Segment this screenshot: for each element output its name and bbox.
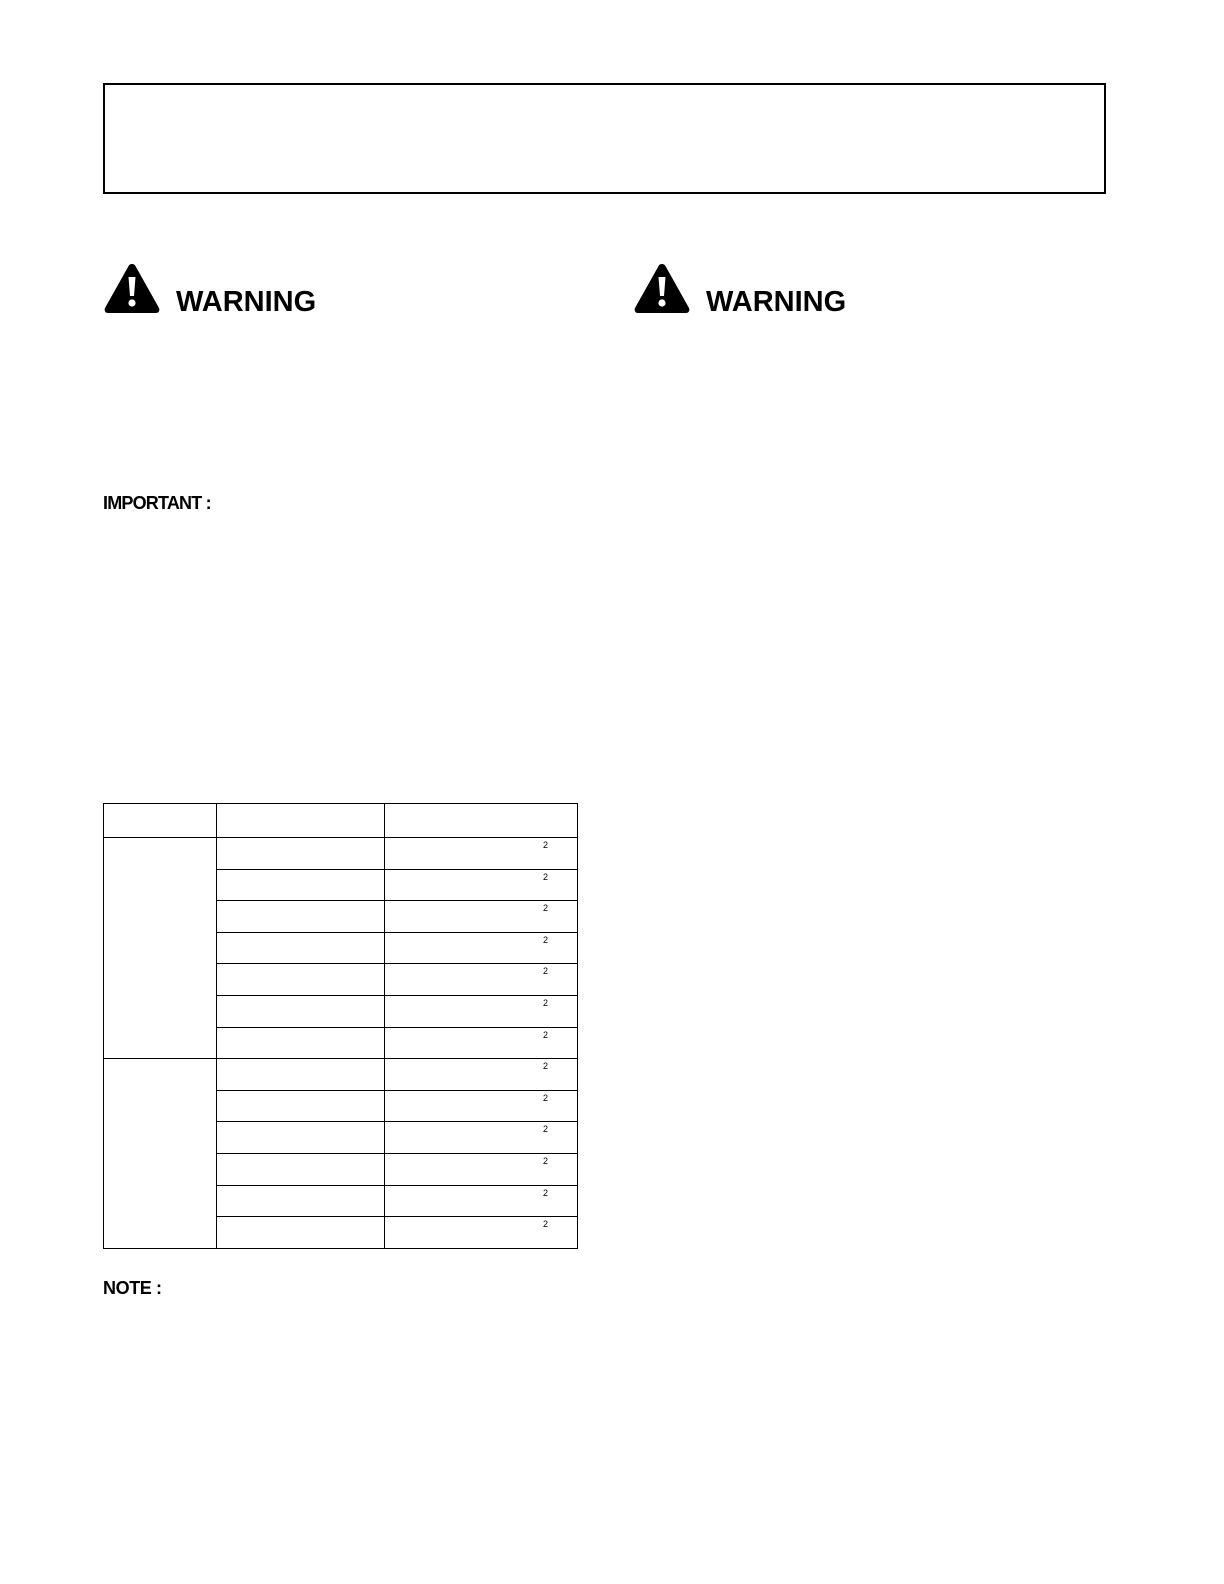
table-header-cell (217, 804, 385, 838)
group-cell (104, 1059, 217, 1249)
value-cell (385, 964, 578, 996)
table-cell (217, 869, 385, 901)
note-label: NOTE : (103, 1278, 162, 1298)
table-row (104, 838, 578, 870)
superscript-2: 2 (542, 1092, 548, 1103)
table-cell (217, 1122, 385, 1154)
table-cell (217, 1090, 385, 1122)
value-cell (385, 1059, 578, 1091)
notice-box (103, 83, 1106, 194)
warning-heading-left (103, 262, 317, 318)
table-cell (217, 995, 385, 1027)
table-cell (217, 901, 385, 933)
warning-label: WARNING (706, 286, 847, 318)
important-label: IMPORTANT : (103, 493, 211, 513)
superscript-2: 2 (542, 1029, 548, 1040)
value-cell (385, 1027, 578, 1059)
superscript-2: 2 (542, 1219, 548, 1230)
table-cell (217, 1217, 385, 1249)
warning-triangle-icon (633, 262, 691, 314)
value-cell (385, 1153, 578, 1185)
table-cell (217, 1185, 385, 1217)
value-cell (385, 995, 578, 1027)
value-cell (385, 869, 578, 901)
superscript-2: 2 (542, 997, 548, 1008)
table-cell (217, 964, 385, 996)
table-header-row (104, 804, 578, 838)
value-cell (385, 901, 578, 933)
warning-triangle-icon (103, 262, 161, 314)
superscript-2: 2 (542, 840, 548, 850)
table-header-cell (104, 804, 217, 838)
superscript-2: 2 (542, 871, 548, 882)
value-cell (385, 1122, 578, 1154)
warning-heading-right (633, 262, 847, 318)
table-cell (217, 838, 385, 870)
table-cell (217, 1027, 385, 1059)
superscript-2: 2 (542, 1155, 548, 1166)
superscript-2: 2 (542, 1061, 548, 1072)
superscript-2: 2 (542, 903, 548, 914)
table-cell (217, 932, 385, 964)
superscript-2: 2 (542, 1124, 548, 1135)
superscript-2: 2 (542, 1187, 548, 1198)
value-cell (385, 838, 578, 870)
spec-table (103, 803, 578, 1249)
superscript-2: 2 (542, 934, 548, 945)
superscript-2: 2 (542, 966, 548, 977)
warning-label: WARNING (176, 286, 317, 318)
value-cell (385, 1217, 578, 1249)
group-cell (104, 838, 217, 1059)
table-cell (217, 1153, 385, 1185)
table-header-cell (385, 804, 578, 838)
value-cell (385, 1185, 578, 1217)
table-cell (217, 1059, 385, 1091)
table-row (104, 1059, 578, 1091)
value-cell (385, 932, 578, 964)
value-cell (385, 1090, 578, 1122)
